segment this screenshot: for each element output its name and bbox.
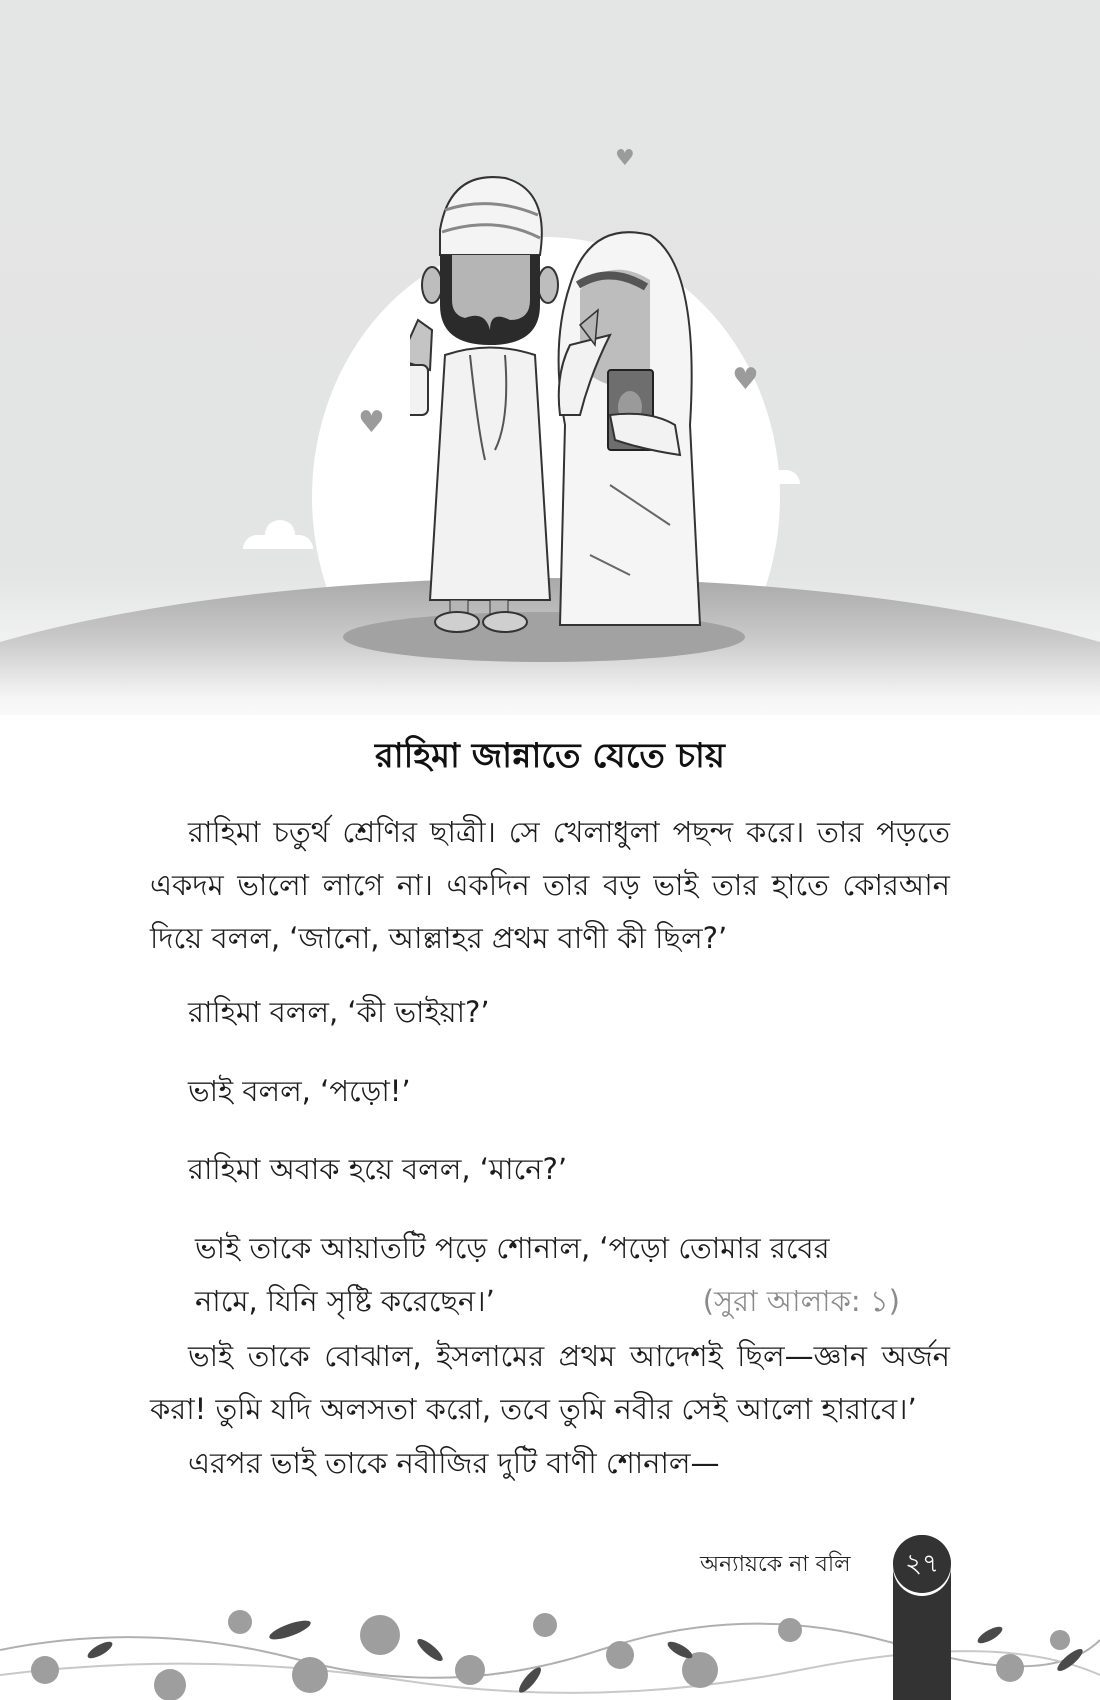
cover-illustration <box>0 0 1100 715</box>
heart-icon: ♥ <box>615 146 635 171</box>
paragraph-2: রাহিমা বলল, ‘কী ভাইয়া?’ <box>188 995 490 1029</box>
paragraph-1: রাহিমা চতুর্থ শ্রেণির ছাত্রী। সে খেলাধুলা পছন্দ করে। তার পড়তে একদম ভালো লাগে না। একদিন তার বড় ভাই তার হাতে কোরআন দিয়ে বলল, ‘জানো, আল্লাহর প্রথম বাণী কী ছিল?’ <box>150 815 950 955</box>
quote-text: ভাই তাকে আয়াতটি পড়ে শোনাল, ‘পড়ো তোমার রবের নামে, যিনি সৃষ্টি করেছেন।’ <box>195 1231 830 1318</box>
heart-icon: ♥ <box>732 362 759 397</box>
quran-quote-block <box>195 1222 900 1328</box>
heart-icon: ♥ <box>358 405 385 440</box>
quote-reference: (সুরা আলাক: ১) <box>702 1284 900 1318</box>
paragraph-3: ভাই বলল, ‘পড়ো!’ <box>188 1074 411 1108</box>
book-title: অন্যায়কে না বলি <box>700 1552 851 1577</box>
paragraph-6: এরপর ভাই তাকে নবীজির দুটি বাণী শোনাল— <box>188 1446 720 1480</box>
story-title: রাহিমা জান্নাতে যেতে চায় <box>375 736 725 776</box>
woman-figure <box>550 225 730 635</box>
paragraph-4: রাহিমা অবাক হয়ে বলল, ‘মানে?’ <box>188 1152 568 1186</box>
paragraph-5: ভাই তাকে বোঝাল, ইসলামের প্রথম আদেশই ছিল—জ্ঞান অর্জন করা! তুমি যদি অলসতা করো, তবে তুমি নবীর সেই আলো হারাবে।’ <box>150 1339 950 1426</box>
page-number: ২৭ <box>893 1535 951 1593</box>
cloud-right <box>750 470 800 484</box>
cloud-left-puff <box>265 520 295 548</box>
